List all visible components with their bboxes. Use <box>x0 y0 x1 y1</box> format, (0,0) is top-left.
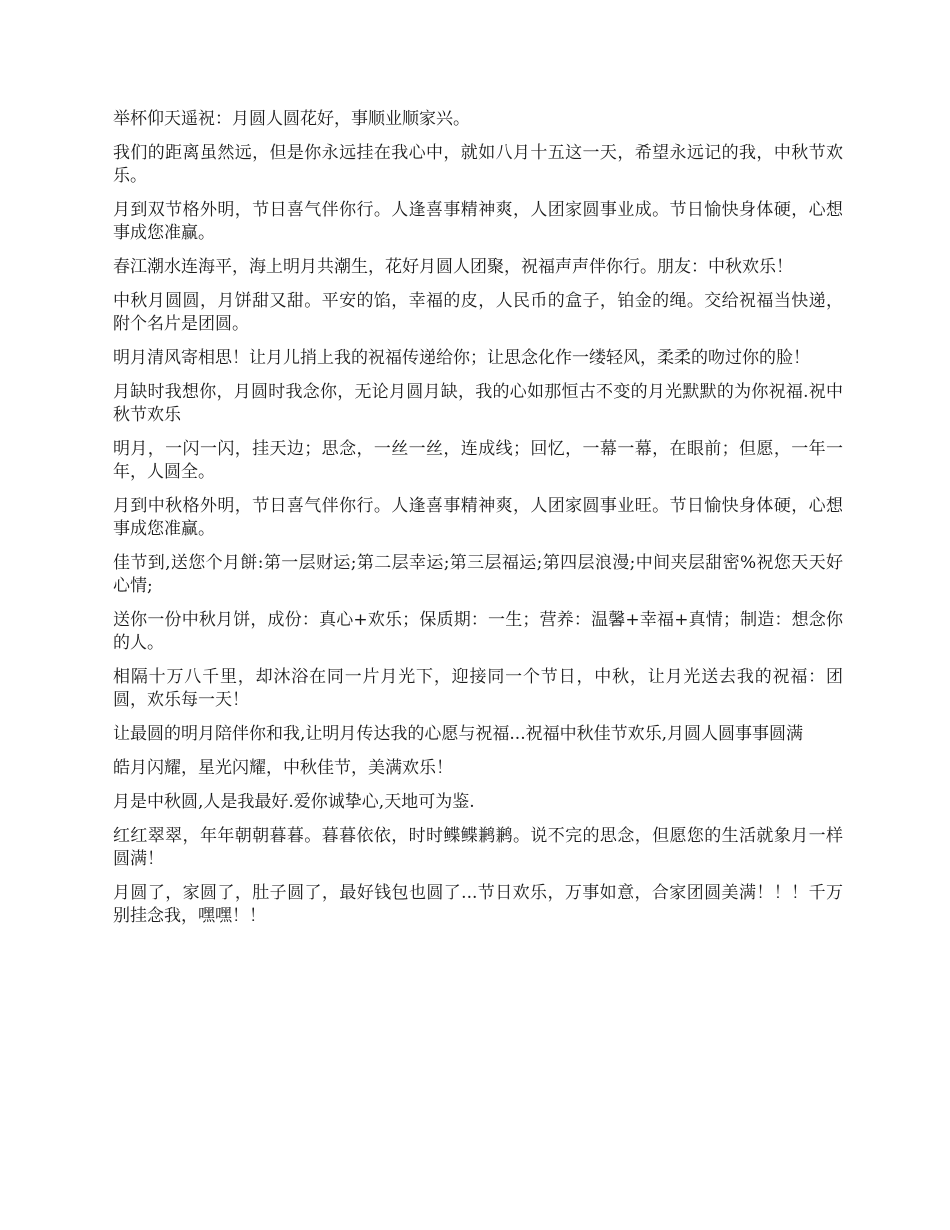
document-body <box>113 108 843 939</box>
paragraph-2: 我们的距离虽然远，但是你永远挂在我心中，就如八月十五这一天，希望永远记的我，中秋节欢乐。 <box>113 143 843 186</box>
paragraph-12: 相隔十万八千里，却沐浴在同一片月光下，迎接同一个节日，中秋，让月光送去我的祝福：团圆，欢乐每一天！ <box>113 667 843 710</box>
paragraph-16: 红红翠翠，年年朝朝暮暮。暮暮依依，时时鲽鲽鹣鹣。说不完的思念，但愿您的生活就象月一样圆满！ <box>113 826 843 869</box>
paragraph-17: 月圆了，家圆了，肚子圆了，最好钱包也圆了...节日欢乐，万事如意，合家团圆美满！！！千万别挂念我，嘿嘿！！ <box>113 883 843 926</box>
paragraph-9: 月到中秋格外明，节日喜气伴你行。人逢喜事精神爽，人团家圆事业旺。节日愉快身体硬，心想事成您准赢。 <box>113 496 843 539</box>
paragraph-13: 让最圆的明月陪伴你和我,让明月传达我的心愿与祝福...祝福中秋佳节欢乐,月圆人圆事事圆满 <box>113 724 804 744</box>
paragraph-8: 明月，一闪一闪，挂天边；思念，一丝一丝，连成线；回忆，一幕一幕，在眼前；但愿，一年一年，人圆全。 <box>113 439 843 482</box>
paragraph-5: 中秋月圆圆，月饼甜又甜。平安的馅，幸福的皮，人民币的盒子，铂金的绳。交给祝福当快递，附个名片是团圆。 <box>113 291 843 334</box>
paragraph-15: 月是中秋圆,人是我最好.爱你诚挚心,天地可为鉴. <box>113 792 475 812</box>
paragraph-1: 举杯仰天遥祝：月圆人圆花好，事顺业顺家兴。 <box>113 109 470 129</box>
paragraph-4: 春江潮水连海平，海上明月共潮生，花好月圆人团聚，祝福声声伴你行。朋友：中秋欢乐！ <box>113 257 793 277</box>
paragraph-10: 佳节到,送您个月餅:第一层财运;第二层幸运;第三层福运;第四层浪漫;中间夹层甜密%祝您天天好心情; <box>113 553 843 596</box>
paragraph-7: 月缺时我想你，月圆时我念你，无论月圆月缺，我的心如那恒古不变的月光默默的为你祝福.祝中秋节欢乐 <box>113 382 843 425</box>
paragraph-3: 月到双节格外明，节日喜气伴你行。人逢喜事精神爽，人团家圆事业成。节日愉快身体硬，心想事成您准赢。 <box>113 200 843 243</box>
paragraph-6: 明月清风寄相思！让月儿捎上我的祝福传递给你；让思念化作一缕轻风，柔柔的吻过你的脸！ <box>113 348 810 368</box>
paragraph-11: 送你一份中秋月饼，成份：真心+欢乐；保质期：一生；营养：温馨+幸福+真情；制造：想念你的人。 <box>113 610 843 653</box>
paragraph-14: 皓月闪耀，星光闪耀，中秋佳节，美满欢乐！ <box>113 758 453 778</box>
